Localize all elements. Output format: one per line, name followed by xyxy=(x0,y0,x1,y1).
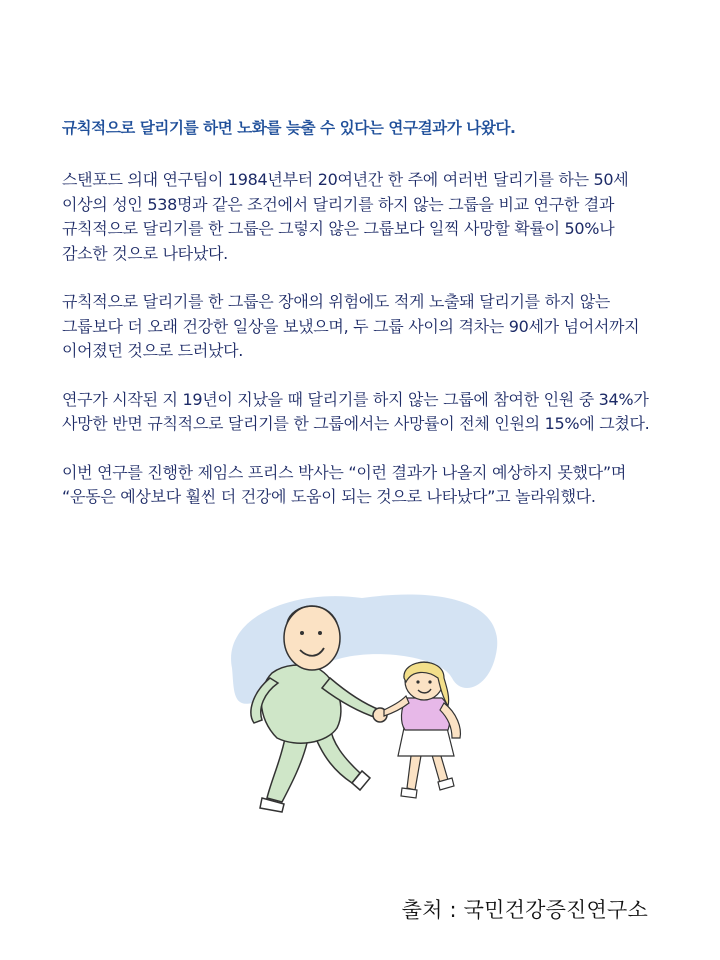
article xyxy=(62,116,652,534)
walking-illustration xyxy=(212,578,512,828)
adult-child-walking-icon xyxy=(212,578,512,828)
paragraph-4: 이번 연구를 진행한 제임스 프리스 박사는 “이런 결과가 나올지 예상하지 못했다”며 “운동은 예상보다 훨씬 더 건강에 도움이 되는 것으로 나타났다”고 놀라워했다. xyxy=(62,462,626,506)
paragraph-3: 연구가 시작된 지 19년이 지났을 때 달리기를 하지 않는 그룹에 참여한 인원 중 34%가 사망한 반면 규칙적으로 달리기를 한 그룹에서는 사망률이 전체 인원의 15%에 그쳤다. xyxy=(62,389,650,433)
source-credit: 출처 : 국민건강증진연구소 xyxy=(401,898,648,922)
paragraph-1: 스탠포드 의대 연구팀이 1984년부터 20여년간 한 주에 여러번 달리기를 하는 50세 이상의 성인 538명과 같은 조건에서 달리기를 하지 않는 그룹을 비교 연구한 결과 규칙적으로 달리기를 한 그룹은 그렇지 않은 그룹보다 일찍 사망할 확률이 50%나 감소한 것으로 나타났다. xyxy=(62,170,629,263)
paragraph-2: 규칙적으로 달리기를 한 그룹은 장애의 위험에도 적게 노출돼 달리기를 하지 않는 그룹보다 더 오래 건강한 일상을 보냈으며, 두 그룹 사이의 격차는 90세가 넘어서까지 이어졌던 것으로 드러났다. xyxy=(62,292,640,360)
article-title: 규칙적으로 달리기를 하면 노화를 늦출 수 있다는 연구결과가 나왔다. xyxy=(62,119,516,137)
